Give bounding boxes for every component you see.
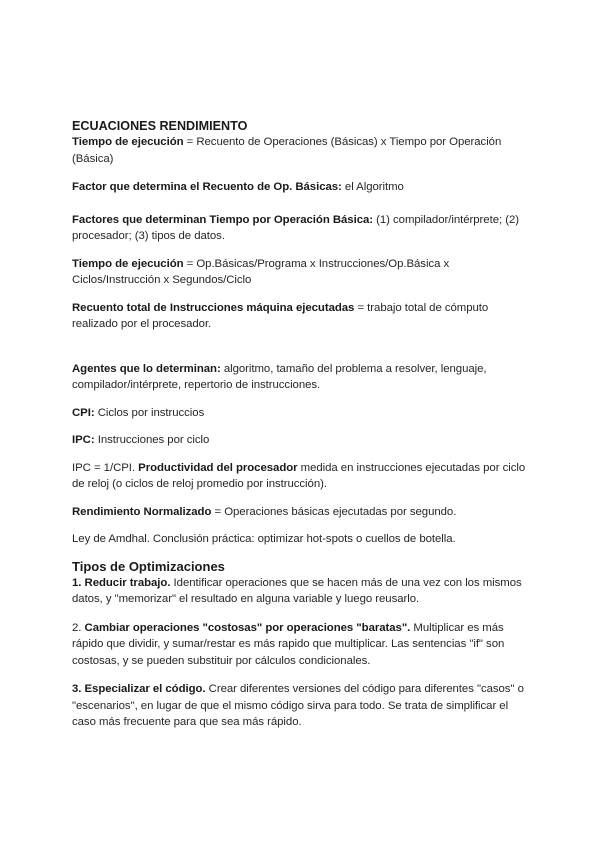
optimization-item-3 [72, 681, 532, 731]
optimizations-heading: Tipos de Optimizaciones [72, 558, 225, 574]
term: Agentes que lo determinan: [72, 362, 221, 375]
definition: = Op.Básicas/Programa x Instrucciones/Op.Básica x Ciclos/Instrucción x Segundos/Ciclo [72, 257, 450, 286]
term: Cambiar operaciones "costosas" por operaciones "baratas". [84, 621, 411, 634]
definition: = Recuento de Operaciones (Básicas) x Tiempo por Operación (Básica) [72, 136, 502, 165]
paragraph-productivity [72, 460, 532, 493]
definition: = Operaciones básicas ejecutadas por segundo. [211, 505, 457, 518]
prefix: 2. [72, 621, 85, 634]
paragraph-instruction-count [72, 300, 532, 333]
term: Tiempo de ejecución [72, 257, 184, 270]
term: IPC: [72, 434, 95, 446]
term: 1. Reducir trabajo. [72, 576, 171, 589]
term: Factor que determina el Recuento de Op. Básicas: [72, 181, 342, 193]
term: Rendimiento Normalizado [72, 505, 212, 518]
definition: el Algoritmo [341, 181, 404, 193]
section-title: ECUACIONES RENDIMIENTO [72, 119, 248, 133]
optimization-item-2 [72, 620, 532, 670]
definition: Instrucciones por ciclo [94, 434, 210, 446]
paragraph-cpi [72, 405, 532, 422]
paragraph-op-time-factors [72, 212, 532, 245]
paragraph-exec-time-formula [72, 256, 532, 289]
term: Factores que determinan Tiempo por Operación Básica: [72, 213, 374, 226]
term: Recuento total de Instrucciones máquina ejecutadas [72, 301, 355, 314]
term: CPI: [72, 406, 95, 419]
paragraph-amdahl [72, 531, 532, 548]
paragraph-agents [72, 361, 532, 394]
definition: = trabajo total de cómputo realizado por el procesador. [72, 301, 489, 330]
paragraph-exec-time [72, 134, 532, 167]
definition: Multiplicar es más rápido que dividir, y sumar/restar es más rapido que multiplicar. Las sentencias "if" son costosas, y se pueden substituir por cálculos condicionales. [72, 621, 505, 667]
paragraph-ipc [72, 432, 532, 449]
paragraph-normalized-performance [72, 504, 532, 521]
definition: algoritmo, tamaño del problema a resolver, lenguaje, compilador/intérprete, repertorio de instrucciones. [72, 362, 487, 391]
definition: Identificar operaciones que se hacen más de una vez con los mismos datos, y "memorizar" el resultado en alguna variable y luego reusarlo. [72, 576, 522, 605]
optimization-item-1 [72, 575, 532, 608]
term: Productividad del procesador [138, 461, 298, 474]
prefix: IPC = 1/CPI. [72, 461, 139, 474]
definition: Crear diferentes versiones del código para diferentes "casos" o "escenarios", en lugar de que el mismo código sirva para todo. Se trata de simplificar el caso más frecuente para que sea más rápido. [72, 683, 524, 728]
definition: medida en instrucciones ejecutadas por ciclo de reloj (o ciclos de reloj promedio por instrucción). [72, 461, 526, 490]
term: 3. Especializar el código. [72, 683, 206, 695]
term: Tiempo de ejecución [72, 136, 184, 148]
definition: Ciclos por instruccios [94, 406, 205, 419]
paragraph-op-count-factor [72, 179, 532, 196]
definition: Ley de Amdhal. Conclusión práctica: optimizar hot-spots o cuellos de botella. [72, 533, 456, 545]
document-content [72, 118, 532, 731]
definition: (1) compilador/intérprete; (2) procesador; (3) tipos de datos. [72, 213, 519, 242]
